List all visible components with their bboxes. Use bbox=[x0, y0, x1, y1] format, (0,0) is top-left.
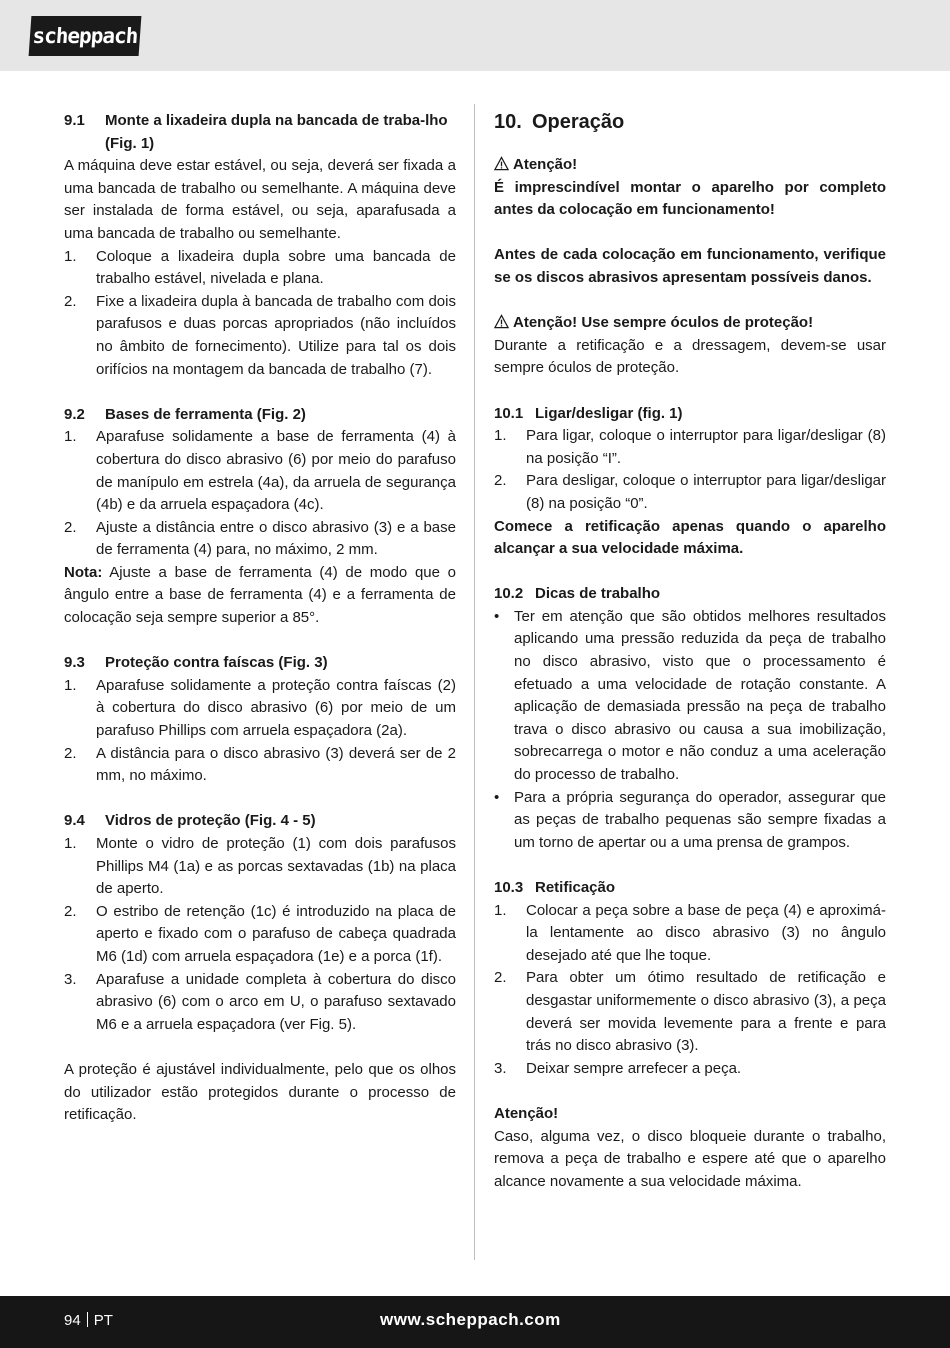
item-number: 2. bbox=[64, 292, 77, 310]
item-number: 1. bbox=[64, 835, 77, 852]
item-text: Aparafuse solidamente a base de ferramenta (4) à cobertura do disco abrasivo (6) por meio do parafuso de manípulo em estrela (4a), da arruela de segurança (4b) e da arruela espaçadora (4c). bbox=[96, 428, 456, 514]
section-9-1-paragraph: A máquina deve estar estável, ou seja, deverá ser fixada a uma bancada de trabalho ou semelhante. A máquina deve ser instalada de forma estável, ou seja, aparafusada a uma bancada de trabalho ou semelhante. bbox=[64, 157, 456, 242]
scheppach-logo: scheppach bbox=[29, 16, 142, 56]
section-10-3-heading bbox=[494, 877, 886, 900]
section-9-4-closing: A proteção é ajustável individualmente, pelo que os olhos do utilizador estão protegidos durante o processo de retificação. bbox=[64, 1060, 456, 1124]
list-item bbox=[64, 901, 456, 969]
item-text: O estribo de retenção (1c) é introduzido na placa de aperto e fixado com o parafuso de cabeça quadrada M6 (1d) com arruela espaçadora (1e) e a porca (1f). bbox=[96, 902, 456, 965]
section-title: Operação bbox=[532, 111, 625, 133]
section-9-1-list bbox=[64, 246, 456, 382]
item-text: Monte o vidro de proteção (1) com dois parafusos Phillips M4 (1a) e as porcas sextavadas (1b) na placa de aperto. bbox=[96, 835, 456, 898]
section-number: 10.3 bbox=[494, 879, 524, 896]
section-10-1-list bbox=[494, 425, 886, 515]
item-text: A distância para o disco abrasivo (3) deverá ser de 2 mm, no máximo. bbox=[96, 744, 456, 785]
item-number: 2. bbox=[494, 472, 507, 490]
item-number: 2. bbox=[64, 518, 77, 536]
section-10-heading bbox=[494, 110, 886, 134]
page-number-value: 94 bbox=[64, 1312, 81, 1329]
item-text: Para a própria segurança do operador, assegurar que as peças de trabalho pequenas são sempre fixadas a um torno de apertar ou a uma prensa de grampos. bbox=[514, 788, 886, 851]
item-number: 3. bbox=[494, 1059, 507, 1077]
section-title: Monte a lixadeira dupla na bancada de traba-lho (Fig. 1) bbox=[105, 112, 448, 152]
section-number: 9.1 bbox=[64, 112, 85, 129]
note-text: Ajuste a base de ferramenta (4) de modo que o ângulo entre a base de ferramenta (4) e a ferramenta de colocação seja sempre superior a 85°. bbox=[64, 563, 456, 627]
list-item bbox=[494, 1058, 886, 1081]
list-item bbox=[64, 833, 456, 901]
section-number: 10.1 bbox=[494, 404, 524, 422]
section-10-1-bold-note: Comece a retificação apenas quando o aparelho alcançar a sua velocidade máxima. bbox=[494, 517, 886, 558]
bullet: • bbox=[494, 788, 500, 806]
left-column bbox=[64, 110, 456, 1127]
item-text: Para ligar, coloque o interruptor para ligar/desligar (8) na posição “I”. bbox=[526, 427, 886, 467]
item-number: 1. bbox=[494, 427, 507, 445]
item-number: 1. bbox=[494, 901, 507, 919]
item-text: Coloque a lixadeira dupla sobre uma bancada de trabalho estável, nivelada e plana. bbox=[96, 247, 456, 288]
item-number: 1. bbox=[64, 676, 77, 694]
section-title: Dicas de trabalho bbox=[535, 585, 661, 603]
footer-url[interactable]: www.scheppach.com bbox=[380, 1310, 561, 1329]
item-text: Aparafuse solidamente a proteção contra faíscas (2) à cobertura do disco abrasivo (6) por meio de um parafuso Phillips com arruela espaçadora (2a). bbox=[96, 676, 456, 740]
section-9-2-note bbox=[64, 562, 456, 630]
section-9-3-heading bbox=[64, 652, 456, 675]
section-title: Ligar/desligar (fig. 1) bbox=[535, 404, 683, 422]
section-9-4-heading bbox=[64, 810, 456, 833]
list-item bbox=[64, 743, 456, 788]
section-title: Retificação bbox=[535, 879, 616, 896]
list-item bbox=[64, 246, 456, 291]
item-text: Colocar a peça sobre a base de peça (4) e aproximá-la lentamente ao disco abrasivo (3) no ângulo desejado até que lhe toque. bbox=[526, 901, 886, 964]
warning-3-label bbox=[494, 312, 886, 335]
section-9-3-list bbox=[64, 675, 456, 788]
section-9-2-heading bbox=[64, 404, 456, 427]
item-number: 1. bbox=[64, 247, 77, 265]
warning-3-text: Durante a retificação e a dressagem, devem-se usar sempre óculos de proteção. bbox=[494, 336, 886, 377]
list-item bbox=[64, 426, 456, 516]
language-code: PT bbox=[93, 1312, 113, 1329]
item-number: 1. bbox=[64, 428, 77, 446]
section-number: 10. bbox=[494, 111, 522, 133]
item-text: Para obter um ótimo resultado de retificação e desgastar uniformemente o disco abrasivo (3), a peça deverá ser movida levemente para a frente e para trás no disco abrasivo (3). bbox=[526, 969, 886, 1055]
item-text: Fixe a lixadeira dupla à bancada de trabalho com dois parafusos e duas porcas apropriados (não incluídos no âmbito de fornecimento). Utilize para tal os dois orifícios na montagem da bancada de trabalho (7). bbox=[96, 292, 456, 378]
warning-label-text: Atenção! Use sempre óculos de proteção! bbox=[513, 314, 814, 332]
list-item bbox=[64, 969, 456, 1037]
note-label: Nota: bbox=[64, 563, 103, 581]
warning-1-label bbox=[494, 154, 886, 177]
section-10-2-list bbox=[494, 606, 886, 855]
warning-triangle-icon bbox=[494, 314, 509, 329]
section-number: 9.3 bbox=[64, 654, 85, 672]
section-9-4-list bbox=[64, 833, 456, 1036]
section-10-3-warning-text: Caso, alguma vez, o disco bloqueie durante o trabalho, remova a peça de trabalho e espere até que o aparelho alcance novamente a sua velocidade máxima. bbox=[494, 1127, 886, 1190]
warning-1-text: É imprescindível montar o aparelho por completo antes da colocação em funcionamento! bbox=[494, 178, 886, 219]
warning-triangle-icon bbox=[494, 156, 509, 171]
section-9-1-heading bbox=[64, 110, 456, 155]
section-10-2-heading bbox=[494, 583, 886, 606]
section-number: 10.2 bbox=[494, 585, 524, 603]
bullet: • bbox=[494, 607, 500, 625]
item-number: 2. bbox=[64, 902, 77, 920]
page-footer bbox=[0, 1296, 950, 1348]
list-item bbox=[494, 425, 886, 470]
list-item bbox=[494, 470, 886, 515]
list-item bbox=[494, 787, 886, 855]
item-number: 3. bbox=[64, 970, 77, 988]
item-number: 2. bbox=[64, 744, 77, 762]
item-text: Para desligar, coloque o interruptor para ligar/desligar (8) na posição “0”. bbox=[526, 472, 886, 512]
section-10-1-heading bbox=[494, 403, 886, 426]
list-item bbox=[494, 967, 886, 1057]
list-item bbox=[494, 900, 886, 968]
right-column bbox=[494, 110, 886, 1193]
item-text: Aparafuse a unidade completa à cobertura do disco abrasivo (6) com o arco em U, o parafuso sextavado M6 e a arruela espaçadora (ver Fig. 5). bbox=[96, 970, 456, 1033]
section-title: Vidros de proteção (Fig. 4 - 5) bbox=[105, 812, 316, 830]
item-text: Ajuste a distância entre o disco abrasivo (3) e a base de ferramenta (4) para, no máximo, 2 mm. bbox=[96, 518, 456, 559]
warning-label-text: Atenção! bbox=[513, 156, 578, 173]
section-number: 9.2 bbox=[64, 405, 85, 423]
section-9-2-list bbox=[64, 426, 456, 562]
column-divider bbox=[474, 104, 475, 1260]
list-item bbox=[64, 291, 456, 381]
item-number: 2. bbox=[494, 969, 507, 987]
page-number bbox=[64, 1310, 113, 1332]
section-title: Proteção contra faíscas (Fig. 3) bbox=[105, 654, 328, 672]
list-item bbox=[64, 517, 456, 562]
list-item bbox=[64, 675, 456, 743]
section-10-3-warning-label: Atenção! bbox=[494, 1104, 559, 1122]
section-10-3-list bbox=[494, 900, 886, 1081]
section-number: 9.4 bbox=[64, 812, 85, 830]
list-item bbox=[494, 606, 886, 787]
section-title: Bases de ferramenta (Fig. 2) bbox=[105, 405, 306, 423]
warning-2-text: Antes de cada colocação em funcionamento, verifique se os discos abrasivos apresentam possíveis danos. bbox=[494, 246, 886, 286]
item-text: Deixar sempre arrefecer a peça. bbox=[526, 1059, 742, 1077]
item-text: Ter em atenção que são obtidos melhores resultados aplicando uma pressão reduzida da peça de trabalho no disco abrasivo, visto que o processamento é efetuado a uma velocidade de rotação constante. A aplicação de demasiada pressão na peça de trabalho trava o disco abrasivo ou causa a sua imobilização, sobrecarrega o motor e não conduz a uma aceleração do processo de trabalho. bbox=[514, 607, 886, 784]
page-header bbox=[0, 0, 950, 71]
